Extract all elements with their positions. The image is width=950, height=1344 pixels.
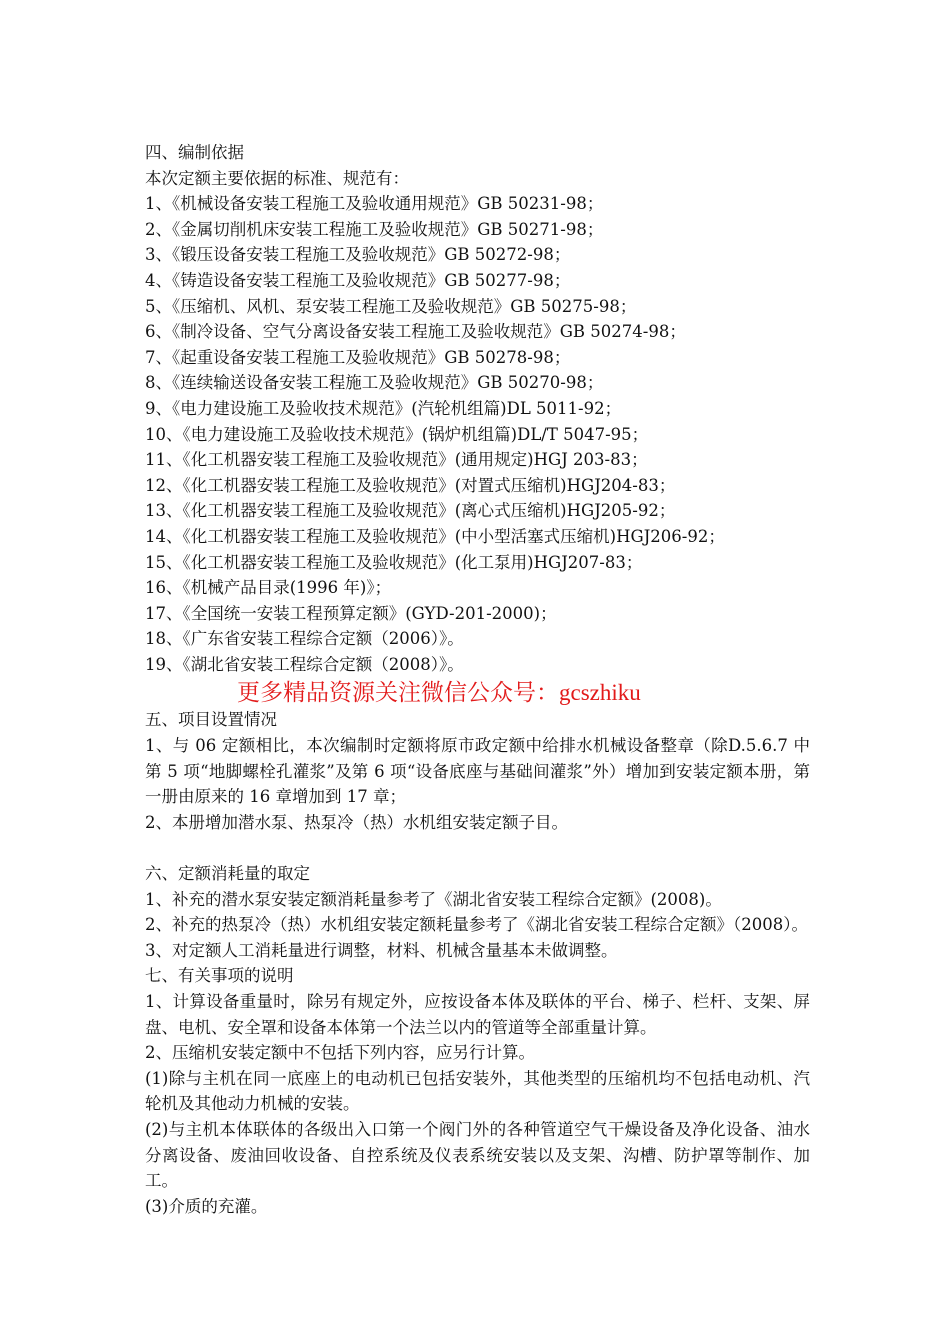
paragraph: 1、计算设备重量时，除另有规定外，应按设备本体及联体的平台、梯子、栏杆、支架、屏盘、电机、安全罩和设备本体第一个法兰以内的管道等全部重量计算。 — [145, 992, 810, 1037]
section-heading-compilation-basis: 四、编制依据 — [145, 143, 244, 162]
standard-list-item: 1、《机械设备安装工程施工及验收通用规范》GB 50231-98； — [145, 194, 604, 214]
standard-list-item: 9、《电力建设施工及验收技术规范》(汽轮机组篇)DL 5011-92； — [145, 398, 622, 418]
paragraph: 1、与 06 定额相比，本次编制时定额将原市政定额中给排水机械设备整章（除D.5.6.7 中第 5 项“地脚螺栓孔灌浆”及第 6 项“设备底座与基础间灌浆”外）增加到安装定额本册，第一册由原来的 16 章增加到 17 章； — [145, 736, 810, 807]
paragraph: 1、补充的潜水泵安装定额消耗量参考了《湖北省安装工程综合定额》(2008)。 — [145, 889, 722, 909]
section-heading-project-setup: 五、项目设置情况 — [145, 710, 277, 730]
standard-list-item: 10、《电力建设施工及验收技术规范》(锅炉机组篇)DL/T 5047-95； — [145, 424, 649, 444]
paragraph: (1)除与主机在同一底座上的电动机已包括安装外，其他类型的压缩机均不包括电动机、汽轮机及其他动力机械的安装。 — [145, 1068, 810, 1114]
standard-list-item: 13、《化工机器安装工程施工及验收规范》(离心式压缩机)HGJ205-92； — [145, 501, 676, 521]
paragraph: 3、对定额人工消耗量进行调整，材料、机械含量基本未做调整。 — [145, 940, 618, 960]
paragraph: 2、本册增加潜水泵、热泵冷（热）水机组安装定额子目。 — [145, 812, 568, 832]
standard-list-item: 3、《锻压设备安装工程施工及验收规范》GB 50272-98； — [145, 245, 571, 265]
document-body — [145, 140, 810, 1219]
standard-list-item: 16、《机械产品目录(1996 年)》； — [145, 578, 392, 598]
paragraph: 2、压缩机安装定额中不包括下列内容，应另行计算。 — [145, 1043, 535, 1063]
standard-list-item: 17、《全国统一安装工程预算定额》(GYD-201-2000)； — [145, 603, 557, 623]
standard-list-item: 2、《金属切削机床安装工程施工及验收规范》GB 50271-98； — [145, 219, 604, 239]
standard-list-item: 8、《连续输送设备安装工程施工及验收规范》GB 50270-98； — [145, 373, 604, 393]
standard-list-item: 5、《压缩机、风机、泵安装工程施工及验收规范》GB 50275-98； — [145, 296, 637, 316]
standard-list-item: 19、《湖北省安装工程综合定额（2008）》。 — [145, 654, 464, 674]
paragraph: (2)与主机本体联体的各级出入口第一个阀门外的各种管道空气干燥设备及净化设备、油水分离设备、废油回收设备、自控系统及仪表系统安装以及支架、沟槽、防护罩等制作、加工。 — [145, 1119, 810, 1191]
paragraph: 2、补充的热泵冷（热）水机组安装定额耗量参考了《湖北省安装工程综合定额》（2008）。 — [145, 915, 808, 935]
standard-list-item: 4、《铸造设备安装工程施工及验收规范》GB 50277-98； — [145, 270, 571, 290]
spacer — [145, 835, 810, 861]
paragraph: (3)介质的充灌。 — [145, 1196, 268, 1216]
standard-list-item: 15、《化工机器安装工程施工及验收规范》(化工泵用)HGJ207-83； — [145, 552, 643, 572]
section-heading-notes: 七、有关事项的说明 — [145, 966, 294, 986]
standard-list-item: 11、《化工机器安装工程施工及验收规范》(通用规定)HGJ 203-83； — [145, 450, 648, 470]
promo-banner: 更多精品资源关注微信公众号：gcszhiku — [237, 680, 641, 706]
section-heading-consumption: 六、定额消耗量的取定 — [145, 864, 310, 884]
standard-list-item: 7、《起重设备安装工程施工及验收规范》GB 50278-98； — [145, 347, 571, 367]
standard-list-item: 18、《广东省安装工程综合定额（2006）》。 — [145, 629, 464, 649]
standard-list-item: 6、《制冷设备、空气分离设备安装工程施工及验收规范》GB 50274-98； — [145, 322, 686, 342]
section-intro: 本次定额主要依据的标准、规范有： — [145, 168, 409, 188]
standard-list-item: 14、《化工机器安装工程施工及验收规范》(中小型活塞式压缩机)HGJ206-92； — [145, 526, 725, 546]
standard-list-item: 12、《化工机器安装工程施工及验收规范》(对置式压缩机)HGJ204-83； — [145, 475, 676, 495]
